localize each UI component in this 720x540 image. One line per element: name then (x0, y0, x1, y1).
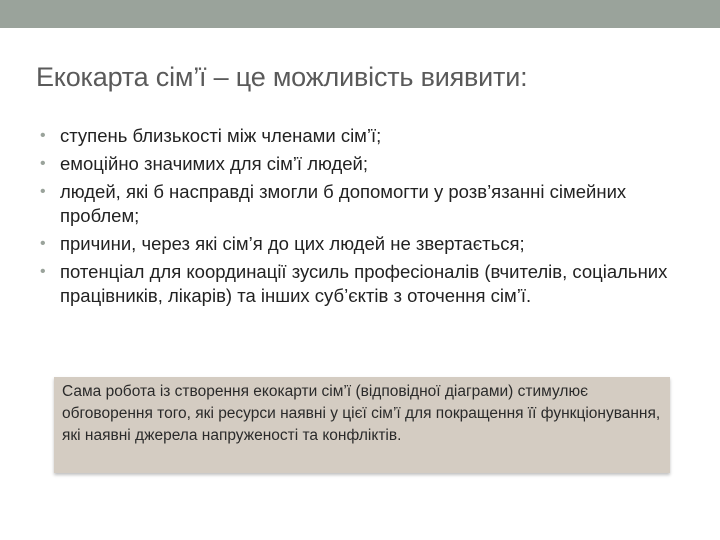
bullet-text: ступень близькості між членами сім’ї; (60, 125, 382, 146)
bullet-text: причини, через які сім’я до цих людей не звертається; (60, 233, 525, 254)
bullet-text: людей, які б насправді змогли б допомогти у розв’язанні сімейних проблем; (60, 181, 627, 226)
bullet-text: емоційно значимих для сім’ї людей; (60, 153, 369, 174)
note-box (54, 377, 670, 473)
bullet-text: потенціал для координації зусиль професіоналів (вчителів, соціальних працівників, лікарів) та інших суб’єктів з оточення сім’ї. (60, 261, 668, 306)
bullet-marker: • (40, 127, 46, 144)
bullet-item (38, 260, 688, 308)
bullet-marker: • (40, 263, 46, 280)
note-text: Сама робота із створення екокарти сім’ї (відповідної діаграми) стимулює обговорення того, які ресурси наявні у цієї сім’ї для покращення її функціонування, які наявні джерела напруженості та конфліктів. (62, 383, 661, 444)
bullet-marker: • (40, 183, 46, 200)
bullet-item (38, 124, 688, 148)
bullet-marker: • (40, 235, 46, 252)
bullet-marker: • (40, 155, 46, 172)
bullet-item (38, 180, 688, 228)
top-accent-bar (0, 0, 720, 28)
bullet-item (38, 232, 688, 256)
bullet-item (38, 152, 688, 176)
bullet-list (38, 124, 688, 312)
slide-title: Екокарта сім’ї – це можливість виявити: (36, 62, 528, 92)
